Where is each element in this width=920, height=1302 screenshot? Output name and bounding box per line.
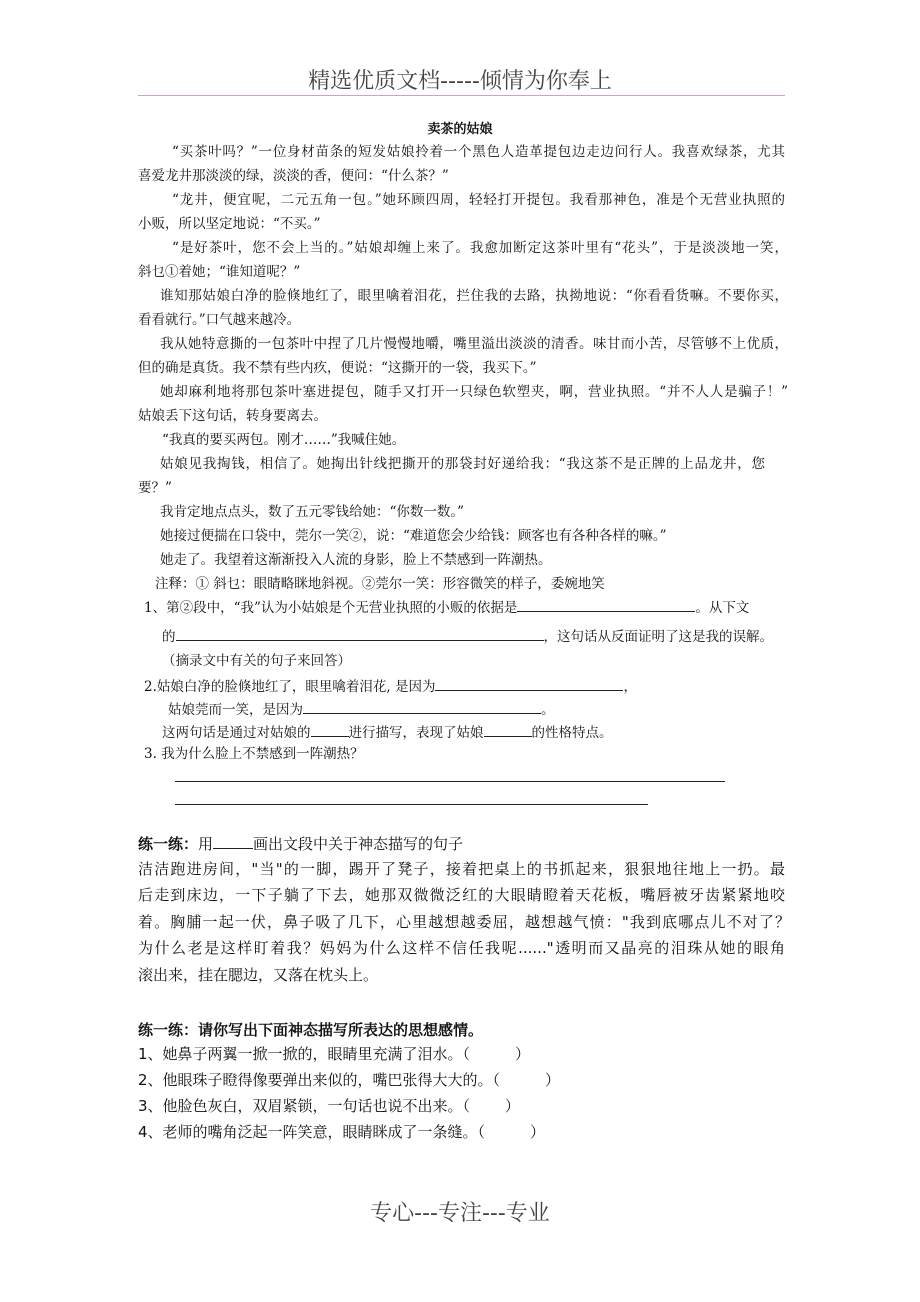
story-line: 谁知那姑娘白净的脸倏地红了，眼里噙着泪花，拦住我的去路，执拗地说：“你看看货嘛。不要你买，	[160, 288, 788, 304]
heading-text: 画出文段中关于神态描写的句子	[253, 835, 464, 853]
story-title: 卖茶的姑娘	[427, 122, 493, 137]
exercise-2-item: 3、他脸色灰白，双眉紧锁，一句话也说不出来。（ ）	[138, 1097, 520, 1115]
story-line: “买茶叶吗？”一位身材苗条的短发姑娘拎着一个黑色人造革提包边走边问行人。我喜欢绿茶，尤其	[172, 144, 785, 160]
exercise-1-line: 为什么老是这样盯着我？妈妈为什么这样不信任我呢......"透明而又晶亮的泪珠从她的眼角	[138, 939, 785, 957]
story-line: “龙井，便宜呢，二元五角一包。”她环顾四周，轻轻打开提包。我看那神色，准是个无营业执照的	[172, 192, 785, 208]
question-text: ，	[623, 679, 637, 695]
exercise-2-item: 1、她鼻子两翼一掀一掀的，眼睛里充满了泪水。（ ）	[138, 1045, 531, 1063]
answer-blank[interactable]	[435, 676, 623, 691]
answer-line[interactable]	[175, 804, 648, 805]
question-2-line-3	[162, 722, 613, 742]
question-1-line-1	[144, 597, 749, 617]
story-line: 要？”	[138, 480, 172, 496]
question-text: 。从下文	[695, 600, 750, 616]
answer-blank[interactable]	[176, 626, 544, 641]
exercise-1-line: 洁洁跑进房间，"当"的一脚，踢开了凳子，接着把桌上的书抓起来，狠狠地往地上一扔。最	[138, 860, 785, 878]
question-2-line-2	[168, 699, 555, 719]
heading-text: 用	[198, 835, 214, 853]
question-2-line-1	[144, 676, 637, 696]
exercise-2-item: 2、他眼珠子瞪得像要弹出来似的，嘴巴张得大大的。（ ）	[138, 1071, 561, 1089]
story-note: 注释：① 斜乜：眼睛略眯地斜视。②莞尔一笑：形容微笑的样子，委婉地笑	[155, 576, 605, 592]
story-line: 但的确是真货。我不禁有些内疚，便说：“这撕开的一袋，我买下。”	[138, 360, 537, 376]
exercise-1-heading	[138, 832, 463, 854]
exercise-2-item: 4、老师的嘴角泛起一阵笑意，眼睛眯成了一条缝。（ ）	[138, 1123, 546, 1141]
exercise-label: 练一练：	[138, 835, 199, 853]
story-line: 她接过便揣在口袋中，莞尔一笑②，说：“难道您会少给钱：顾客也有各种各样的嘛。”	[160, 528, 667, 544]
story-line: 喜爱龙井那淡淡的绿，淡淡的香，便问：“什么茶？”	[138, 168, 449, 184]
question-text: 2.姑娘白净的脸倏地红了，眼里噙着泪花, 是因为	[144, 679, 436, 695]
answer-blank[interactable]	[517, 597, 695, 612]
story-line: 我肯定地点点头，数了五元零钱给她：“你数一数。”	[160, 504, 465, 520]
story-line: 小贩，所以坚定地说：“不买。”	[138, 216, 321, 232]
page-footer: 专心---专注---专业	[370, 1201, 550, 1226]
answer-blank[interactable]	[484, 722, 532, 737]
question-1-hint: （摘录文中有关的句子来回答）	[162, 653, 351, 669]
question-text: 的	[162, 629, 176, 645]
question-text: 1、第②段中，“我”认为小姑娘是个无营业执照的小贩的依据是	[144, 600, 518, 616]
question-text: 进行描写，表现了姑娘	[348, 725, 484, 741]
question-text: 这两句话是通过对姑娘的	[162, 725, 311, 741]
story-line: 姑娘见我掏钱，相信了。她掏出针线把撕开的那袋封好递给我：“我这茶不是正牌的上品龙井，您	[160, 456, 765, 472]
question-text: 。	[541, 702, 555, 718]
story-line: 我从她特意撕的一包茶叶中捏了几片慢慢地嚼，嘴里溢出淡淡的清香。味甘而小苦，尽管够不上优质，	[160, 336, 788, 352]
header-rule	[138, 95, 785, 96]
question-text: 的性格特点。	[531, 725, 613, 741]
question-1-line-2	[162, 626, 773, 646]
question-text: ，这句话从反面证明了这是我的误解。	[543, 629, 773, 645]
story-line: “是好茶叶，您不会上当的。”姑娘却缠上来了。我愈加断定这茶叶里有“花头”，于是淡淡地一笑，	[172, 240, 788, 256]
story-line: 斜乜①着她；“谁知道呢？”	[138, 264, 301, 280]
exercise-2-heading: 练一练：请你写出下面神态描写所表达的思想感情。	[138, 1021, 484, 1039]
answer-line[interactable]	[175, 781, 725, 782]
story-line: “我真的要买两包。刚才……”我喊住她。	[162, 432, 406, 448]
story-line: 她走了。我望着这渐渐投入人流的身影，脸上不禁感到一阵潮热。	[160, 552, 552, 568]
answer-blank[interactable]	[303, 699, 541, 714]
story-line: 姑娘丢下这句话，转身要离去。	[138, 408, 327, 424]
exercise-1-line: 后走到床边，一下子躺了下去，她那双微微泛红的大眼睛瞪着天花板，嘴唇被牙齿紧紧地咬	[138, 886, 785, 904]
underline-mark	[213, 832, 253, 849]
exercise-1-line: 着。胸脯一起一伏，鼻子吸了几下，心里越想越委屈，越想越气愤："我到底哪点儿不对了？	[138, 913, 790, 931]
question-text: 姑娘莞而一笑，是因为	[168, 702, 303, 718]
story-line: 看看就行。”口气越来越冷。	[138, 312, 301, 328]
exercise-1-line: 滚出来，挂在腮边，又落在枕头上。	[138, 966, 379, 984]
story-line: 她却麻利地将那包茶叶塞进提包，随手又打开一只绿色软塑夹，啊，营业执照。“并不人人是骗子！”	[160, 384, 788, 400]
question-3: 3. 我为什么脸上不禁感到一阵潮热？	[144, 746, 364, 762]
answer-blank[interactable]	[311, 722, 349, 737]
page-header: 精选优质文档-----倾情为你奉上	[308, 69, 612, 94]
